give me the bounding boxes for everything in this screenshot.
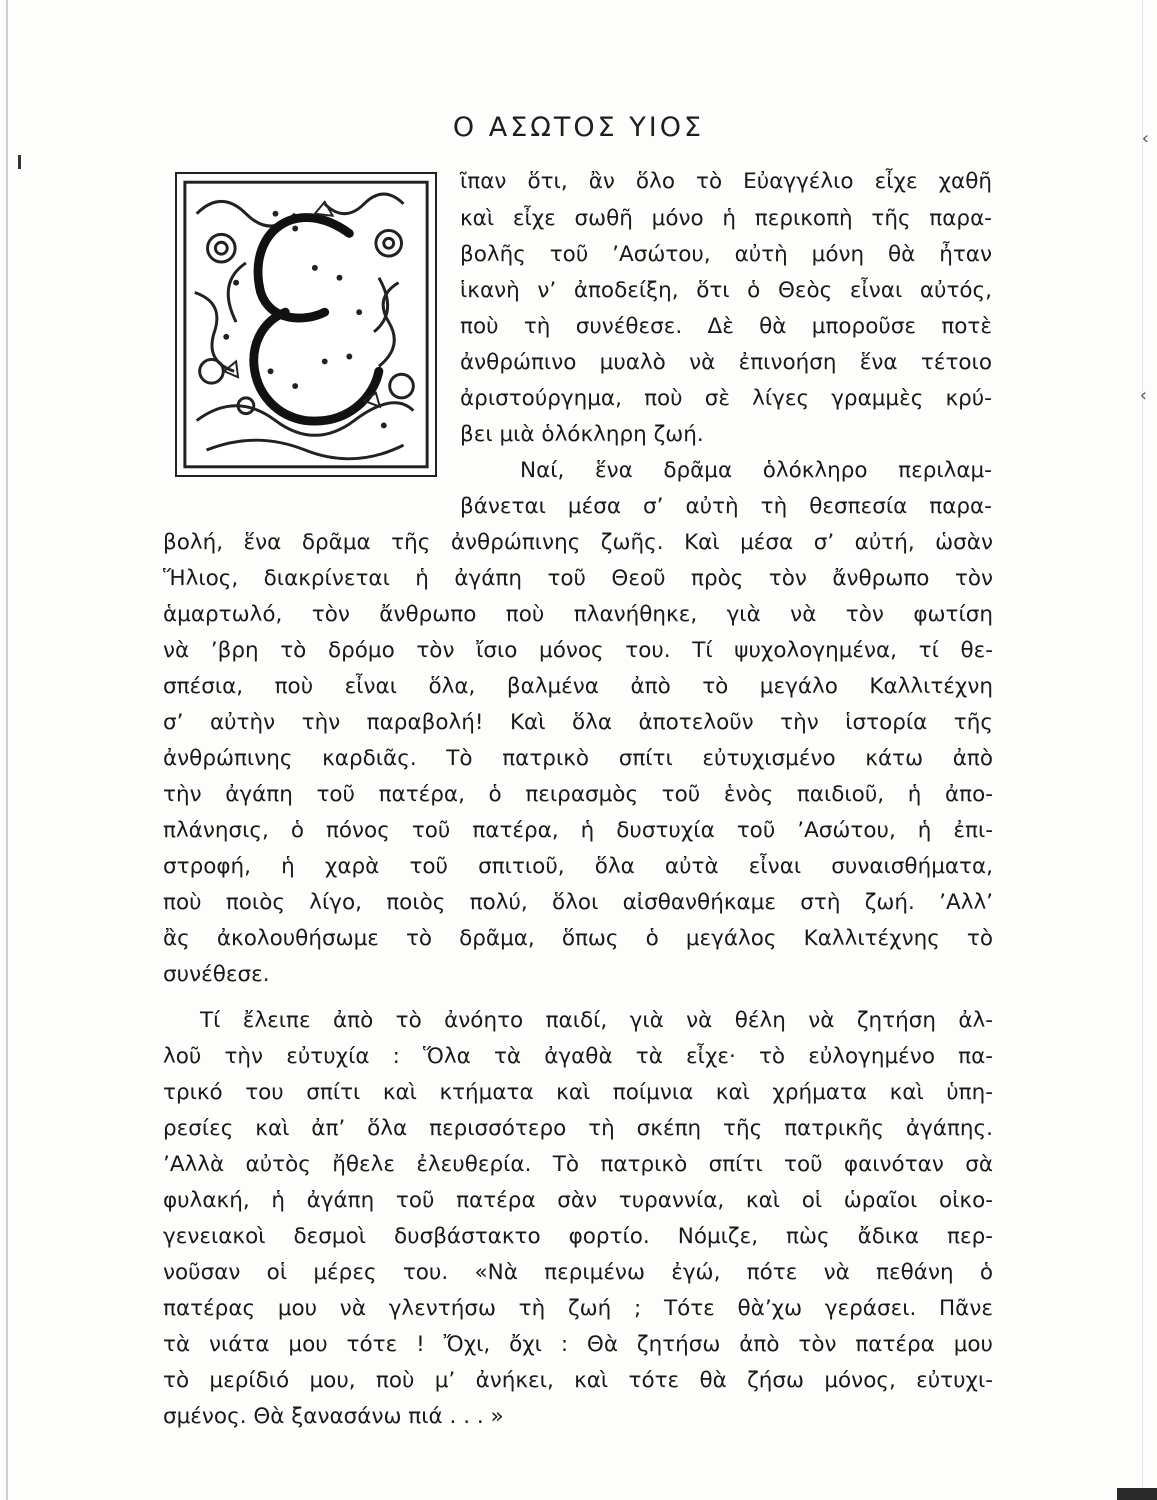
text-line: σ’ αὐτὴν τὴν παραβολή! Καὶ ὅλα ἀποτελοῦν τὴν ἱστορία τῆς [163,710,993,735]
text-line: φυλακή, ἡ ἀγάπη τοῦ πατέρα σὰν τυραννία, καὶ οἱ ὡραῖοι οἰκο- [163,1188,993,1213]
text-line: ’Αλλὰ αὐτὸς ἤθελε ἐλευθερία. Τὸ πατρικὸ σπίτι τοῦ φαινόταν σὰ [163,1152,993,1177]
margin-mark-right-top: ‹ [1141,128,1149,149]
text-line: ἂς ἀκολουθήσωμε τὸ δρᾶμα, ὅπως ὁ μεγάλος Καλλιτέχνης τὸ [163,926,993,951]
text-line: πατέρας μου νὰ γλεντήσω τὴ ζωή ; Τότε θὰ’χω γεράσει. Πᾶνε [163,1296,993,1321]
text-line: νοῦσαν οἱ μέρες του. «Νὰ περιμένω ἐγώ, πότε νὰ πεθάνη ὁ [163,1260,993,1285]
corner-stamp [1117,1488,1157,1500]
text-line: πλάνησις, ὁ πόνος τοῦ πατέρα, ἡ δυστυχία τοῦ ’Ασώτου, ἡ ἐπι- [163,818,993,843]
text-line: ἀνθρώπινης καρδιᾶς. Τὸ πατρικὸ σπίτι εὐτυχισμένο κάτω ἀπὸ [163,746,993,771]
margin-mark-right-mid: ‹ [1139,385,1147,406]
text-line: σμένος. Θὰ ξανασάνω πιά . . . » [163,1404,504,1429]
text-line: βολῆς τοῦ ’Ασώτου, αὐτὴ μόνη θὰ ἦταν [460,242,992,267]
text-line: βολή, ἕνα δρᾶμα τῆς ἀνθρώπινης ζωῆς. Καὶ μέσα σ’ αὐτή, ὡσὰν [163,530,993,555]
text-line: ἱκανὴ ν’ ἀποδείξη, ὅτι ὁ Θεὸς εἶναι αὐτός, [460,278,992,303]
text-line: τὸ μερίδιό μου, ποὺ μ’ ἀνήκει, καὶ τότε θὰ ζήσω μόνος, εὐτυχι- [163,1368,993,1393]
text-line: τὰ νιάτα μου τότε ! Ὄχι, ὄχι : Θὰ ζητήσω ἀπὸ τὸν πατέρα μου [163,1332,993,1357]
text-line: σπέσια, ποὺ εἶναι ὅλα, βαλμένα ἀπὸ τὸ μεγάλο Καλλιτέχνη [163,674,993,699]
text-line: ἀνθρώπινο μυαλὸ νὰ ἐπινοήση ἕνα τέτοιο [460,350,992,375]
text-line: λοῦ τὴν εὐτυχία : Ὅλα τὰ ἀγαθὰ τὰ εἶχε· τὸ εὐλογημένο πα- [163,1044,993,1069]
text-line: βάνεται μέσα σ’ αὐτὴ τὴ θεσπεσία παρα- [460,494,992,519]
page-title: Ο ΑΣΩΤΟΣ ΥΙΟΣ [452,112,705,143]
decorative-initial-epsilon [175,172,437,477]
text-line: ἀριστούργημα, ποὺ σὲ λίγες γραμμὲς κρύ- [460,386,992,411]
text-line: ποὺ ποιὸς λίγο, ποιὸς πολύ, ὅλοι αἰσθανθήκαμε στὴ ζωή. ’Αλλ’ [163,890,993,915]
margin-mark [18,155,21,169]
text-line: καὶ εἶχε σωθῆ μόνο ἡ περικοπὴ τῆς παρα- [460,206,992,231]
text-line: Ἥλιος, διακρίνεται ἡ ἀγάπη τοῦ Θεοῦ πρὸς τὸν ἄνθρωπο τὸν [163,566,993,591]
page-binding-edge [6,0,8,1500]
text-line: ἁμαρτωλό, τὸν ἄνθρωπο ποὺ πλανήθηκε, γιὰ νὰ τὸν φωτίση [163,602,993,627]
text-line: στροφή, ἡ χαρὰ τοῦ σπιτιοῦ, ὅλα αὐτὰ εἶναι συναισθήματα, [163,854,993,879]
ornament-icon [177,174,435,475]
text-line: ποὺ τὴ συνέθεσε. Δὲ θὰ μποροῦσε ποτὲ [460,314,992,339]
text-line: τρικό του σπίτι καὶ κτήματα καὶ ποίμνια καὶ χρήματα καὶ ὑπη- [163,1080,993,1105]
page-right-edge [1142,0,1143,1500]
text-line: Ναί, ἕνα δρᾶμα ὁλόκληρο περιλαμ- [520,458,992,483]
text-line: τὴν ἀγάπη τοῦ πατέρα, ὁ πειρασμὸς τοῦ ἑνὸς παιδιοῦ, ἡ ἀπο- [163,782,993,807]
text-line: νὰ ’βρη τὸ δρόμο τὸν ἴσιο μόνος του. Τί ψυχολογημένα, τί θε- [163,638,993,663]
text-line: Τί ἔλειπε ἀπὸ τὸ ἀνόητο παιδί, γιὰ νὰ θέλη νὰ ζητήση ἀλ- [200,1008,993,1033]
text-line: συνέθεσε. [163,962,270,987]
text-line: βει μιὰ ὁλόκληρη ζωή. [460,422,704,447]
text-line: γενειακοὶ δεσμοὶ δυσβάστακτο φορτίο. Νόμιζε, πὼς ἄδικα περ- [163,1224,993,1249]
text-line: ρεσίες καὶ ἀπ’ ὅλα περισσότερο τὴ σκέπη τῆς πατρικῆς ἀγάπης. [163,1116,993,1141]
text-line: ῖπαν ὅτι, ἂν ὅλο τὸ Εὐαγγέλιο εἶχε χαθῆ [460,169,992,194]
